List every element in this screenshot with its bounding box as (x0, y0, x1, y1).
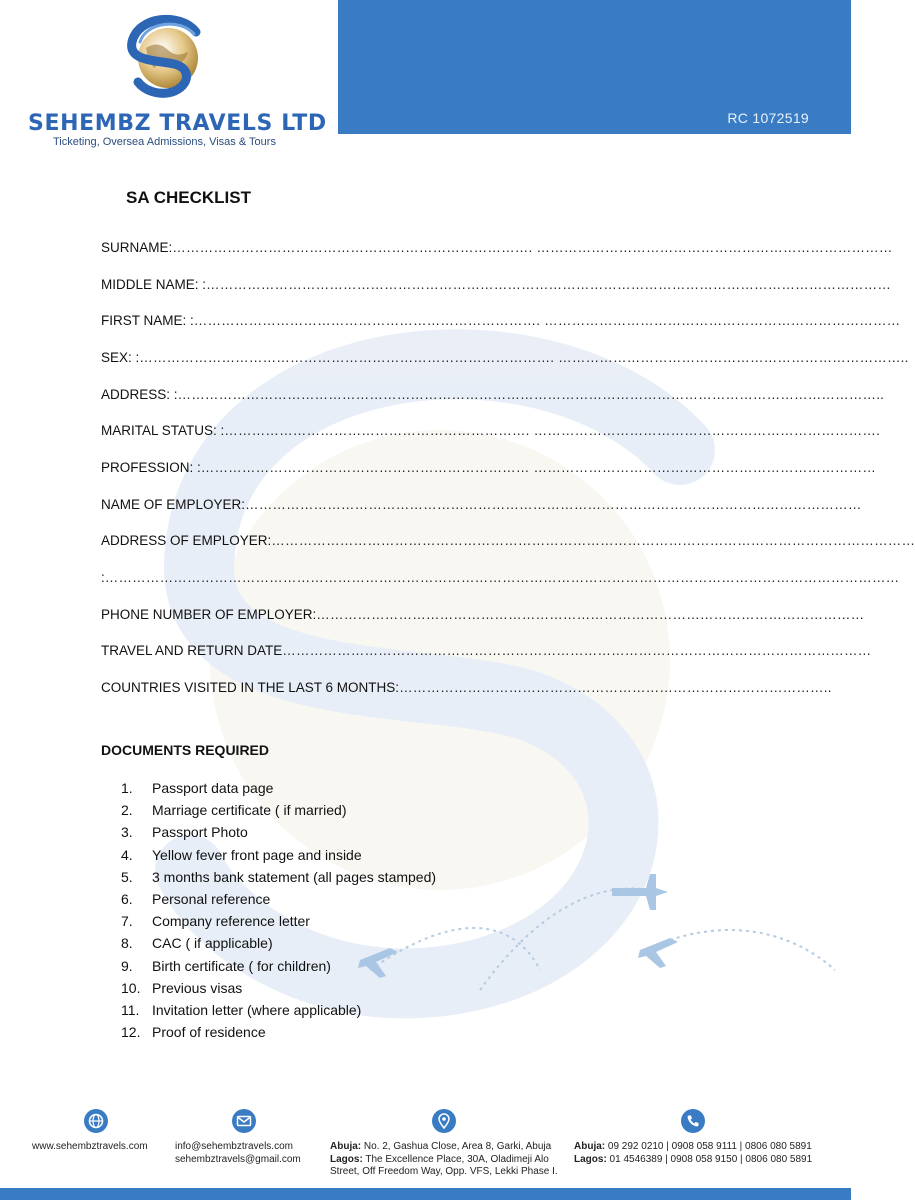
surname-field[interactable] (101, 229, 893, 266)
field-blank: ……………………………………………………………… ………………………………………………………………… (200, 459, 877, 475)
item-text: CAC ( if applicable) (152, 935, 273, 952)
header-band (338, 0, 851, 134)
item-number: 6. (121, 891, 133, 908)
list-item (121, 977, 436, 999)
city-label: Abuja: (574, 1141, 606, 1152)
lagos-address-line (330, 1154, 558, 1167)
field-blank: …………………………………………………………. …………………………………………………………………. (224, 423, 881, 439)
field-label: NAME OF EMPLOYER: (101, 496, 246, 512)
item-number: 10. (121, 979, 141, 996)
employer-name-field[interactable] (101, 486, 862, 523)
field-blank: …………………………………………………………………………………………………………………………… (271, 533, 915, 549)
item-text: 3 months bank statement (all pages stamped) (152, 868, 437, 885)
marital-status-field[interactable] (101, 412, 881, 449)
lagos-phones-line (574, 1154, 812, 1167)
page-title: SA CHECKLIST (126, 188, 251, 207)
email-link[interactable]: info@sehembztravels.com (175, 1141, 293, 1152)
item-text: Passport data page (152, 780, 274, 797)
middle-name-field[interactable] (101, 266, 892, 303)
field-label: FIRST NAME: : (101, 313, 194, 329)
item-number: 11. (121, 1001, 140, 1018)
item-number: 2. (121, 802, 133, 819)
list-item (121, 777, 436, 799)
city-label: Lagos: (574, 1153, 607, 1165)
item-text: Personal reference (152, 891, 271, 908)
item-text: Invitation letter (where applicable) (152, 1001, 362, 1018)
globe-icon (83, 1108, 109, 1134)
abuja-address-line (330, 1141, 558, 1154)
list-item (121, 821, 436, 843)
company-name: SEHEMBZ TRAVELS LTD (28, 111, 327, 136)
city-label: Lagos: (330, 1153, 363, 1165)
field-blank: ………………………………………………………………………………. ………………………………………………………………….. (139, 349, 909, 365)
travel-return-date-field[interactable] (101, 633, 872, 670)
abuja-phones-line (574, 1141, 812, 1154)
first-name-field[interactable] (101, 302, 901, 339)
email-contacts (175, 1141, 301, 1166)
applicant-form (101, 229, 915, 706)
item-text: Birth certificate ( for children) (152, 957, 331, 974)
list-item (121, 844, 436, 866)
field-label: PROFESSION: : (101, 459, 201, 475)
list-item (121, 866, 436, 888)
mail-icon (231, 1108, 257, 1134)
field-label: SURNAME: (101, 239, 173, 255)
item-number: 4. (121, 846, 133, 863)
address-text: The Excellence Place, 30A, Oladimeji Alo (362, 1153, 549, 1165)
item-text: Marriage certificate ( if married) (152, 802, 347, 819)
field-blank: ………………………………………………………………………………………………………………………………………………………… (104, 570, 900, 586)
email-link[interactable]: sehembztravels@gmail.com (175, 1153, 301, 1165)
item-text: Previous visas (152, 979, 243, 996)
item-number: 9. (121, 957, 133, 974)
item-number: 8. (121, 935, 133, 952)
item-text: Company reference letter (152, 913, 310, 930)
item-text: Passport Photo (152, 824, 248, 841)
item-number: 3. (121, 824, 133, 841)
field-label: PHONE NUMBER OF EMPLOYER: (101, 606, 317, 622)
list-item (121, 799, 436, 821)
field-blank: ………………………………………………………………………………………………………… (316, 606, 865, 622)
documents-heading: DOCUMENTS REQUIRED (101, 742, 270, 758)
field-label: ADDRESS OF EMPLOYER: (101, 533, 272, 549)
field-label: MARITAL STATUS: : (101, 423, 225, 439)
field-label: : (101, 570, 105, 586)
field-label: SEX: : (101, 349, 140, 365)
list-item (121, 955, 436, 977)
address-text: Street, Off Freedom Way, Opp. VFS, Lekki Phase I. (330, 1166, 558, 1177)
field-blank: ……………………………………………………………………. …………………………………………………………………… (172, 239, 893, 255)
item-number: 1. (121, 780, 133, 797)
city-label: Abuja: (330, 1141, 362, 1152)
item-number: 7. (121, 913, 133, 930)
list-item (121, 1021, 436, 1043)
list-item (121, 932, 436, 954)
countries-visited-field[interactable] (101, 669, 832, 706)
field-blank: …………………………………………………………………. …………………………………………………………………… (193, 313, 901, 329)
employer-address-continued-field[interactable] (101, 559, 900, 596)
field-blank: ………………………………………………………………………………….. (399, 680, 832, 696)
list-item (121, 910, 436, 932)
phone-numbers (574, 1141, 812, 1166)
phone-text: 01 4546389 | 0908 058 9150 | 0806 080 5891 (606, 1153, 813, 1165)
employer-address-field[interactable] (101, 523, 915, 560)
sex-field[interactable] (101, 339, 909, 376)
logo-globe-icon (118, 10, 218, 110)
field-label: MIDDLE NAME: : (101, 276, 207, 292)
documents-list (121, 777, 436, 1043)
footer-band (0, 1188, 851, 1200)
address-text: No. 2, Gashua Close, Area 8, Garki, Abuja (361, 1141, 552, 1152)
field-blank: ……………………………………………………………………………………………………………………………………….. (177, 386, 885, 402)
item-text: Yellow fever front page and inside (152, 846, 362, 863)
field-blank: …………………………………………………………………………………………………………………………………… (206, 276, 892, 292)
item-number: 5. (121, 868, 133, 885)
office-addresses (330, 1141, 558, 1179)
field-label: TRAVEL AND RETURN DATE (101, 643, 283, 659)
field-label: ADDRESS: : (101, 386, 178, 402)
list-item (121, 888, 436, 910)
website-link[interactable]: www.sehembztravels.com (32, 1141, 148, 1152)
location-pin-icon (431, 1108, 457, 1134)
company-tagline: Ticketing, Oversea Admissions, Visas & Tours (53, 136, 276, 148)
field-label: COUNTRIES VISITED IN THE LAST 6 MONTHS: (101, 680, 400, 696)
item-number: 12. (121, 1024, 141, 1041)
profession-field[interactable] (101, 449, 877, 486)
employer-phone-field[interactable] (101, 596, 865, 633)
address-field[interactable] (101, 376, 885, 413)
item-text: Proof of residence (152, 1024, 266, 1041)
phone-icon (680, 1108, 706, 1134)
phone-text: 09 292 0210 | 0908 058 9111 | 0806 080 5891 (605, 1141, 812, 1152)
rc-number: RC 1072519 (727, 110, 809, 126)
field-blank: ……………………………………………………………………………………………………………………… (245, 496, 862, 512)
field-blank: ………………………………………………………………………………………………………………… (282, 643, 872, 659)
list-item (121, 999, 436, 1021)
